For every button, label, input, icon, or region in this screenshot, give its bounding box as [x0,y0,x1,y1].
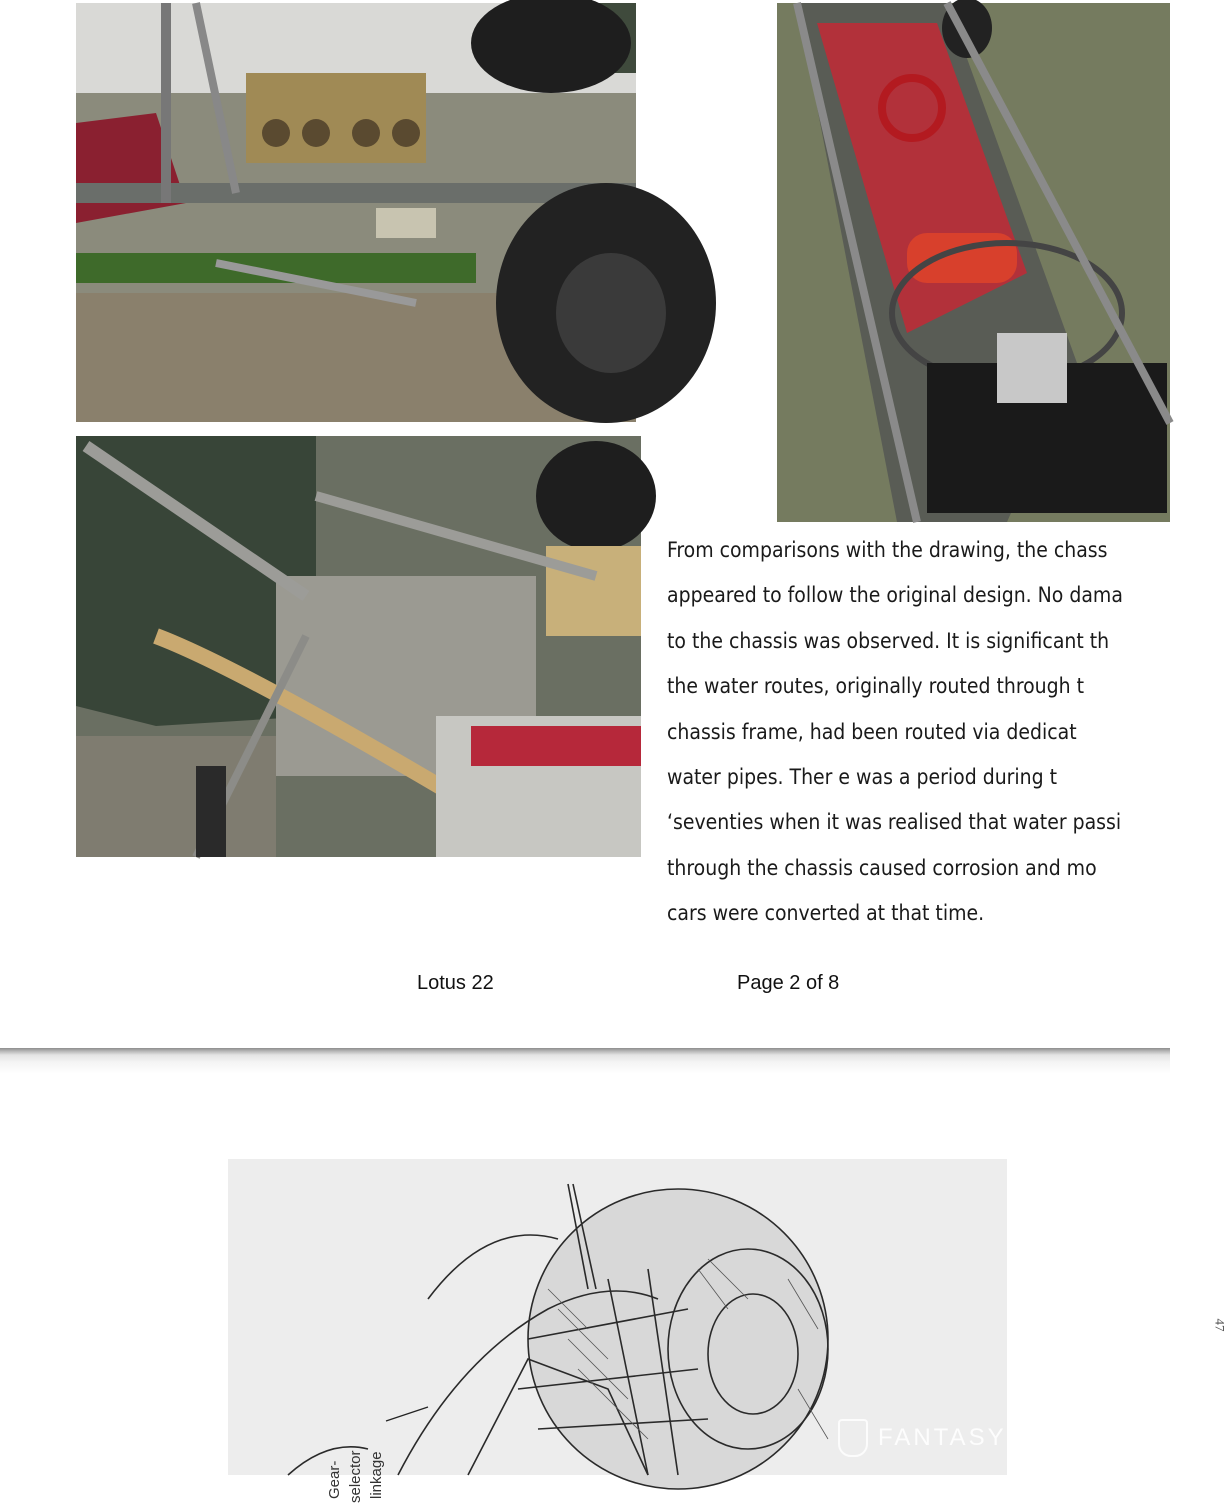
footer-page-number: Page 2 of 8 [737,972,840,994]
gearbox-photo [76,436,641,857]
watermark-text: FANTASY [878,1424,1007,1451]
body-line: ‘seventies when it was realised that water passi [667,810,1122,835]
body-line: through the chassis caused corrosion and mo [667,855,1097,880]
body-line: chassis frame, had been routed via dedicat [667,719,1077,744]
drawing-callout-gear-selector [326,1409,630,1503]
body-line: appeared to follow the original design. No dama [667,583,1123,608]
body-line: From comparisons with the drawing, the chass [667,538,1108,562]
body-line: cars were converted at that time. [667,901,985,926]
shield-logo-icon [838,1419,868,1457]
drawing-page-number: 47 [1212,1318,1228,1332]
body-line: water pipes. Ther e was a period during t [667,764,1058,789]
body-line: to the chassis was observed. It is significant th [667,628,1110,653]
cockpit-photo [777,3,1170,522]
engine-side-photo [76,3,636,422]
body-line: the water routes, originally routed through t [667,674,1085,699]
callout-line: linkage [368,1451,385,1499]
body-paragraph [667,528,1207,937]
callout-line: selector [347,1450,364,1503]
watermark [838,1419,1007,1457]
footer-document-title: Lotus 22 [417,972,494,994]
callout-line: Gear- [326,1460,343,1499]
page-separator [0,1048,1170,1074]
document-page-3 [0,1074,1228,1503]
